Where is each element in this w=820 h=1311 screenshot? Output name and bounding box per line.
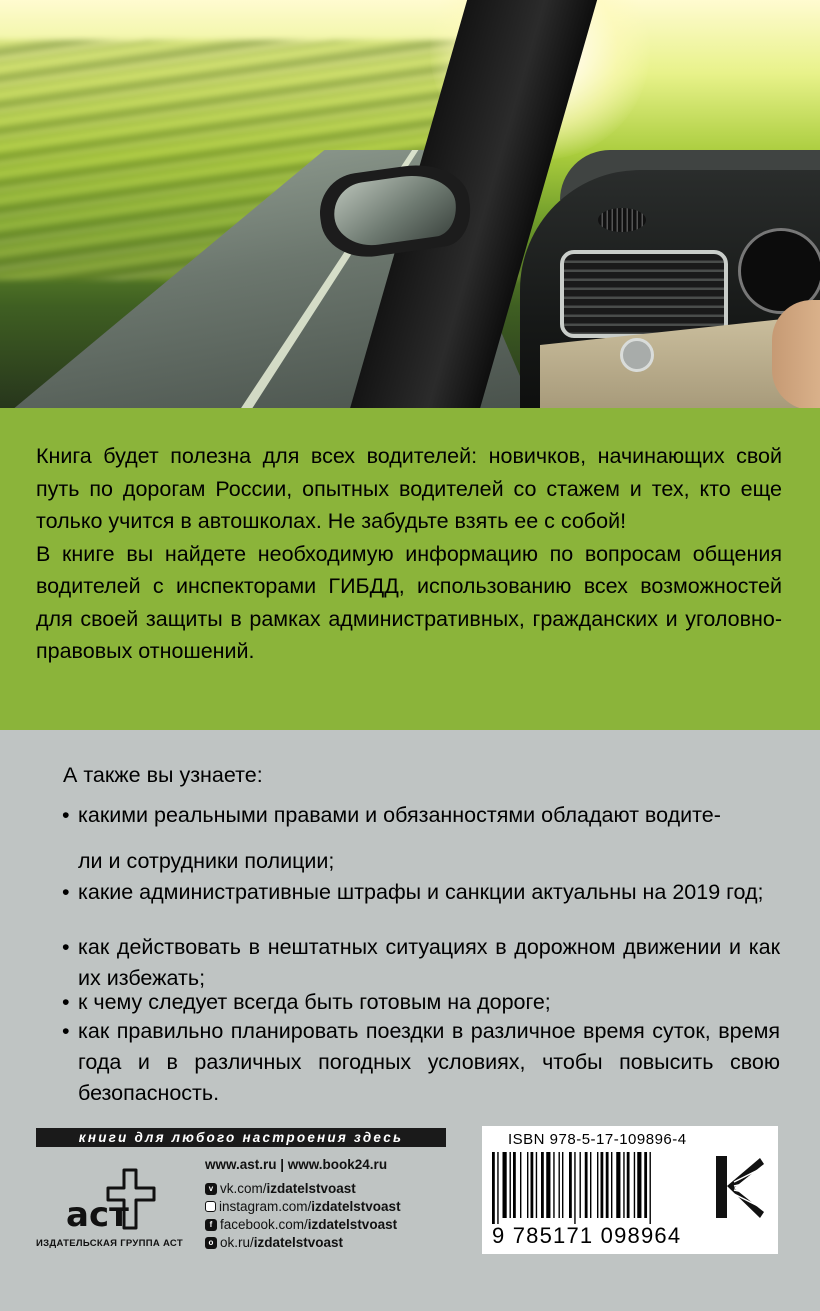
social-link-instagram <box>205 1199 401 1214</box>
barcode-bar <box>634 1152 635 1218</box>
publisher-name: ИЗДАТЕЛЬСКАЯ ГРУППА АСТ <box>36 1238 183 1249</box>
driver-hand <box>772 300 820 408</box>
list-item-text: ли и сотрудники полиции; <box>78 849 335 873</box>
list-item <box>62 800 780 831</box>
air-vent <box>560 250 728 338</box>
slogan-banner: книги для любого настроения здесь <box>36 1128 446 1147</box>
list-item-text: к чему следует всегда быть готовым на дороге; <box>78 990 551 1014</box>
list-item <box>62 1016 780 1109</box>
description-paragraph-1: Книга будет полезна для всех водителей: новичков, начинающих свой путь по дорогам России, опытных водителей со стажем и тех, кто еще только учится в автошколах. Не забудьте взять ее с собой! <box>36 444 782 533</box>
barcode-bar <box>531 1152 534 1218</box>
social-handle: izdatelstvoast <box>311 1199 401 1214</box>
barcode-bar <box>580 1152 581 1218</box>
barcode-bar <box>597 1152 598 1218</box>
barcode-bar <box>559 1152 560 1218</box>
barcode-bar <box>616 1152 620 1218</box>
vk-icon: v <box>205 1183 217 1195</box>
barcode-bar <box>536 1152 537 1218</box>
barcode-bar <box>513 1152 516 1218</box>
description-text <box>36 440 782 668</box>
barcode-bar <box>553 1152 554 1218</box>
description-paragraph-2: В книге вы найдете необходимую информацию по вопросам общения водителей с инспекторами ГИБДД, использованию всех возможностей для своей защиты в рамках административных, гражданских и уголовно-правовых отношений. <box>36 541 782 663</box>
isbn: ISBN 978-5-17-109896-4 <box>508 1131 687 1148</box>
barcode-bar <box>569 1152 572 1218</box>
facebook-icon: f <box>205 1219 217 1231</box>
social-link-vk <box>205 1181 356 1196</box>
list-item <box>62 877 780 908</box>
barcode-bar <box>590 1152 591 1218</box>
barcode-bar <box>601 1152 604 1218</box>
barcode-bar <box>627 1152 630 1218</box>
list-item-text: какие административные штрафы и санкции актуальны на 2019 год; <box>78 880 764 904</box>
barcode-bar <box>606 1152 609 1218</box>
bullet-icon: • <box>62 803 70 827</box>
barcode-icon <box>490 1152 700 1224</box>
barcode-bar <box>510 1152 511 1218</box>
barcode-bar <box>562 1152 563 1218</box>
barcode-bar <box>527 1152 528 1218</box>
barcode-bar <box>497 1152 498 1224</box>
social-link-ok <box>205 1235 343 1250</box>
list-item <box>62 932 780 994</box>
list-item <box>62 987 780 1018</box>
bullet-icon: • <box>62 935 70 959</box>
social-handle: izdatelstvoast <box>266 1181 356 1196</box>
social-prefix: vk.com/ <box>220 1181 267 1196</box>
barcode-bar <box>541 1152 544 1218</box>
barcode-bar <box>546 1152 550 1218</box>
social-prefix: ok.ru/ <box>220 1235 254 1250</box>
list-item-text: как действовать в нештатных ситуациях в дорожном движении и как их избежать; <box>78 935 780 990</box>
barcode-bar <box>637 1152 641 1218</box>
logo-text: аст <box>66 1195 129 1235</box>
social-link-facebook <box>205 1217 397 1232</box>
list-item-text: какими реальными правами и обязанностями обладают водите- <box>78 803 721 827</box>
learn-heading: А также вы узнаете: <box>63 763 263 787</box>
barcode-bar <box>574 1152 575 1224</box>
barcode-number: 9 785171 098964 <box>492 1223 682 1248</box>
barcode-bar <box>650 1152 651 1224</box>
dashboard-speaker <box>598 208 646 232</box>
barcode-bar <box>623 1152 624 1218</box>
barcode-bar <box>611 1152 612 1218</box>
bullet-icon: • <box>62 880 70 904</box>
list-item <box>62 846 780 877</box>
bullet-icon: • <box>62 990 70 1014</box>
ok-icon: o <box>205 1237 217 1249</box>
bullet-icon: • <box>62 1019 70 1043</box>
social-prefix: instagram.com/ <box>219 1199 312 1214</box>
publisher-k-logo-icon <box>712 1152 768 1222</box>
social-handle: izdatelstvoast <box>307 1217 398 1232</box>
barcode-bar <box>585 1152 588 1218</box>
social-prefix: facebook.com/ <box>220 1217 308 1232</box>
cover-photo-car-interior <box>0 0 820 408</box>
ast-logo-icon <box>62 1158 172 1238</box>
barcode-bar <box>503 1152 507 1218</box>
barcode-bar <box>520 1152 521 1218</box>
websites: www.ast.ru | www.book24.ru <box>205 1157 388 1172</box>
social-handle: izdatelstvoast <box>253 1235 344 1250</box>
instagram-icon <box>205 1201 216 1212</box>
control-knob <box>620 338 654 372</box>
barcode-bar <box>492 1152 495 1224</box>
list-item-text: как правильно планировать поездки в различное время суток, время года и в различных погодных условиях, чтобы повысить свою безопасность. <box>78 1019 780 1105</box>
barcode-bar <box>644 1152 647 1218</box>
